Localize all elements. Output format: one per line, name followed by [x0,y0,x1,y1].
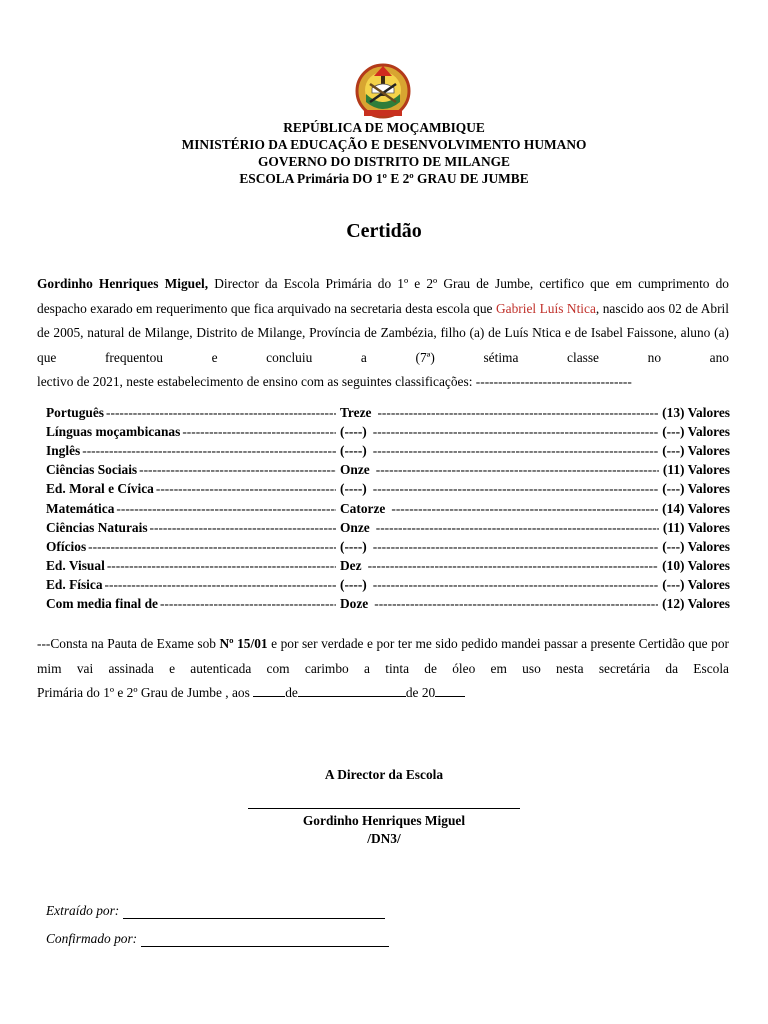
document-title: Certidão [346,220,422,242]
grade-subject: Ciências Sociais [46,462,138,478]
grade-subject: Português [46,404,105,420]
grade-leader-dots [373,443,658,459]
grade-subject-cell [46,405,336,421]
grade-subject-cell [46,443,336,459]
intro-paragraph [37,272,729,395]
grade-subject: Inglês [46,442,81,458]
pauta-number: Nº 15/01 [219,636,268,651]
grade-leader-dots [156,481,336,497]
grade-leader-dots [373,577,658,593]
day-blank[interactable] [253,684,285,697]
grade-subject: Ed. Moral e Cívica [46,481,154,497]
grade-leader-dots [82,443,336,459]
intro-text-3: lectivo de 2021, neste estabelecimento de ensino com as seguintes classificações: ----------------------------------- [37,374,632,389]
grade-leader-dots [373,424,658,440]
grade-subject: Matemática [46,500,115,516]
grade-leader-dots [373,539,658,555]
grade-subject: Ciências Naturais [46,519,148,535]
grade-subject: Ed. Visual [46,558,105,574]
grade-score: (11) Valores [662,519,730,535]
grade-leader-dots [374,596,658,612]
confirmed-by-row [46,931,389,947]
closing-text-1: ---Consta na Pauta de Exame sob [37,636,220,651]
grade-word: Catorze [340,500,386,516]
grade-leader-dots [373,481,658,497]
grade-word: (----) [340,481,367,497]
grade-word: (----) [340,442,367,458]
grade-subject-cell [46,501,336,517]
header-ministry: MINISTÉRIO DA EDUCAÇÃO E DESENVOLVIMENTO HUMANO [181,137,587,152]
grade-leader-dots [377,405,658,421]
date-de-1: de [285,685,298,700]
grade-score: (14) Valores [662,500,730,516]
closing-text-3: Primária do 1º e 2º Grau de Jumbe , aos [37,685,254,700]
grade-score: (---) Valores [662,442,730,458]
grade-row [46,461,730,480]
mozambique-emblem-icon [352,58,414,120]
extracted-by-field[interactable] [123,904,385,919]
grade-subject: Ed. Física [46,577,103,593]
confirmed-by-field[interactable] [141,932,389,947]
grade-word: Onze [340,462,370,478]
header-government: GOVERNO DO DISTRITO DE MILANGE [258,154,510,169]
grade-leader-dots [376,520,659,536]
grade-score: (---) Valores [662,481,730,497]
grade-leader-dots [150,520,336,536]
grade-subject-cell [46,424,336,440]
month-blank[interactable] [298,684,406,697]
signature-name: Gordinho Henriques Miguel [302,813,466,828]
grade-score: (13) Valores [662,404,730,420]
grade-subject-cell [46,577,336,593]
grade-leader-dots [182,424,336,440]
closing-date-line [37,681,729,706]
grade-word: (----) [340,538,367,554]
grade-row [46,422,730,441]
intro-text-1: Director da Escola Primária do 1º e 2º Grau de Jumbe, certifico que em cumprimento do despacho exarado em requerimento que fica arquivado na secretaria desta escola que [37,276,730,316]
grade-leader-dots [116,501,336,517]
header-republic: REPÚBLICA DE MOÇAMBIQUE [283,120,485,135]
grade-row [46,441,730,460]
extracted-by-label: Extraído por: [46,903,120,918]
grade-leader-dots [376,462,659,478]
grade-subject: Línguas moçambicanas [46,423,181,439]
grade-word: Treze [340,404,372,420]
grade-subject-cell [46,520,336,536]
closing-text-2: e por ser verdade e por ter me sido pedido mandei passar a presente Certidão que por mim vai assinada e autenticada com carimbo a tinta de óleo em uso nesta secretária da Escola [37,636,729,676]
grade-word: Onze [340,519,370,535]
grade-subject-cell [46,558,336,574]
grade-score: (---) Valores [662,577,730,593]
signature-role: A Director da Escola [324,767,444,782]
grade-row [46,480,730,499]
grade-leader-dots [368,558,659,574]
grade-subject-cell [46,462,336,478]
intro-text-2: , nascido aos 02 de Abril de 2005, natural de Milange, Distrito de Milange, Província de Zambézia, filho (a) de Luís Ntica e de Isabel Faissone, aluno (a) que frequentou e concluiu a (7ª) sétima classe no ano [37,300,729,365]
grade-score: (10) Valores [662,558,730,574]
grade-word: (----) [340,577,367,593]
year-blank[interactable] [435,684,465,697]
grade-score: (11) Valores [662,462,730,478]
grade-leader-dots [391,501,658,517]
grade-leader-dots [107,558,336,574]
extracted-by-row [46,903,385,919]
grade-subject-cell [46,481,336,497]
grade-score: (---) Valores [662,423,730,439]
grade-leader-dots [160,596,336,612]
grade-subject-cell [46,539,336,555]
closing-paragraph [37,632,729,706]
grade-subject: Ofícios [46,538,87,554]
grade-leader-dots [88,539,336,555]
grade-word: (----) [340,423,367,439]
confirmed-by-label: Confirmado por: [46,931,138,946]
signature-code: /DN3/ [367,831,401,846]
header-school: ESCOLA Primária DO 1º E 2º GRAU DE JUMBE [239,171,529,186]
grade-row [46,557,730,576]
grade-row [46,499,730,518]
signature-line[interactable] [248,808,520,809]
grade-row [46,576,730,595]
student-name: Gabriel Luís Ntica [495,300,596,316]
date-de-2: de 20 [405,685,436,700]
grade-word: Doze [340,596,369,612]
grade-subject-cell [46,596,336,612]
grade-leader-dots [106,405,336,421]
grade-score: (---) Valores [662,538,730,554]
grade-leader-dots [139,462,336,478]
grade-row [46,403,730,422]
grade-leader-dots [105,577,336,593]
director-name: Gordinho Henriques Miguel, [37,276,209,291]
grade-row [46,595,730,614]
document-header [0,119,768,187]
grade-word: Dez [340,558,362,574]
grade-score: (12) Valores [662,596,730,612]
grades-table [46,403,730,614]
grade-row [46,518,730,537]
grade-row [46,537,730,556]
grade-subject: Com media final de [46,596,158,612]
